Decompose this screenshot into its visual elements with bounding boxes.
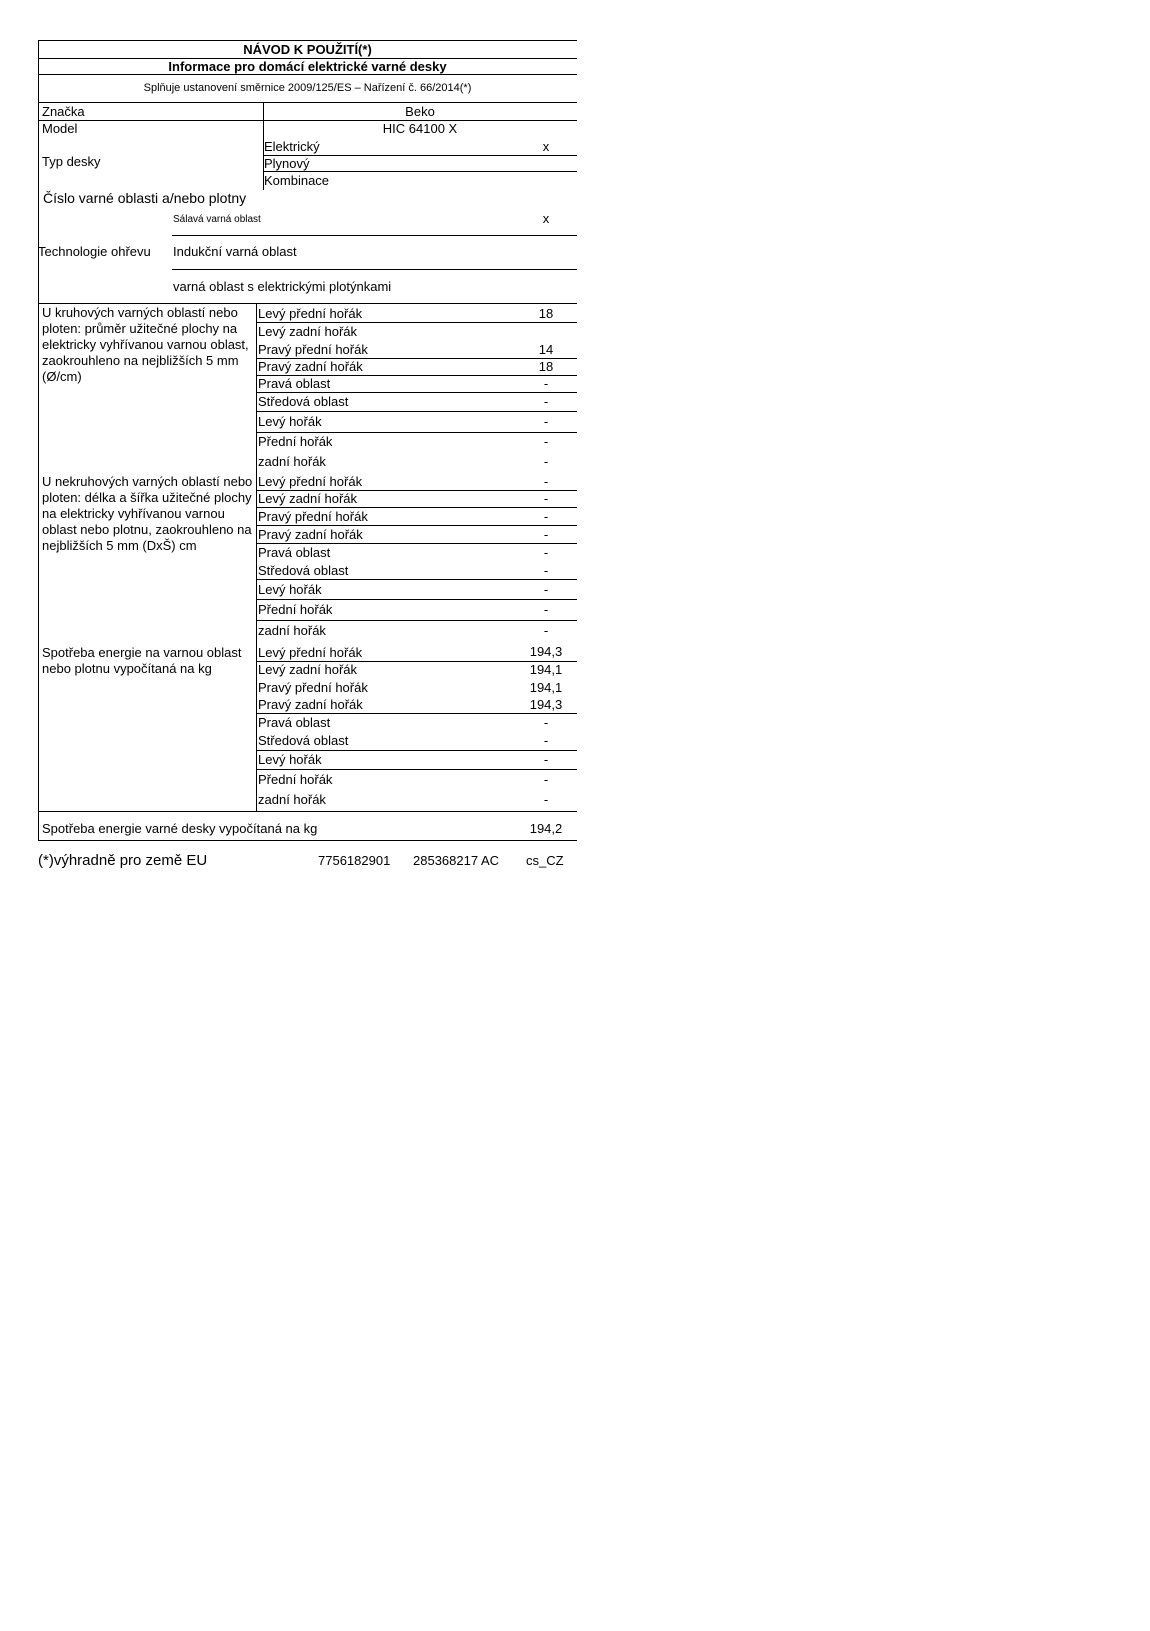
measurement-row-label: Levý přední hořák (258, 474, 363, 489)
technology-radiant-label: Sálavá varná oblast (173, 214, 261, 225)
row-rule (256, 525, 577, 526)
measurement-row-value: - (543, 434, 549, 449)
technology-rule (172, 235, 577, 236)
measurements-top-rule (38, 303, 577, 304)
row-rule (256, 750, 577, 751)
measurement-row-value: - (543, 715, 549, 730)
model-value: HIC 64100 X (382, 121, 458, 136)
measurement-row-label: Středová oblast (258, 563, 349, 578)
row-rule (256, 769, 577, 770)
top-rule (38, 40, 577, 41)
compliance-rule (38, 102, 577, 103)
measurement-row-value: 194,1 (529, 680, 563, 695)
footer-code-2: 285368217 AC (413, 853, 500, 868)
measurement-row-value: - (543, 491, 549, 506)
technology-label: Technologie ohřevu (38, 244, 151, 259)
circular-section-label: U kruhových varných oblastí nebo ploten: průměr užitečné plochy na elektricky vyhřívanou varnou oblast, zaokrouhleno na nejbližších 5 mm (Ø/cm) (42, 305, 249, 384)
doc-subtitle: Informace pro domácí elektrické varné desky (168, 59, 447, 74)
row-rule (256, 507, 577, 508)
footer-code-1: 7756182901 (318, 853, 391, 868)
row-rule (256, 411, 577, 412)
footer-note: (*)výhradně pro země EU (38, 852, 208, 869)
measurement-row-label: zadní hořák (258, 623, 326, 638)
measurements-divider (256, 303, 257, 811)
measurement-row-label: Levý hořák (258, 414, 322, 429)
measurement-row-label: Pravý zadní hořák (258, 359, 363, 374)
total-bottom-rule (38, 840, 577, 841)
row-rule (256, 543, 577, 544)
row-rule (256, 432, 577, 433)
hob-type-electric-mark: x (542, 139, 550, 154)
measurement-row-value: 194,3 (529, 644, 563, 659)
measurement-row-value: - (543, 376, 549, 391)
brand-value: Beko (405, 104, 435, 119)
total-label: Spotřeba energie varné desky vypočítaná na kg (42, 821, 318, 836)
measurement-row-value: - (543, 792, 549, 807)
hob-type-electric-label: Elektrický (264, 139, 320, 154)
measurement-row-value: - (543, 582, 549, 597)
measurement-row-label: Pravý přední hořák (258, 680, 368, 695)
hob-type-combined-label: Kombinace (264, 173, 330, 188)
measurement-row-label: Levý zadní hořák (258, 324, 358, 339)
technology-induction-label: Indukční varná oblast (173, 244, 297, 259)
total-value: 194,2 (529, 821, 563, 836)
compliance-text: Splňuje ustanovení směrnice 2009/125/ES – Nařízení č. 66/2014(*) (143, 82, 472, 94)
measurement-row-label: Středová oblast (258, 394, 349, 409)
measurement-row-value: - (543, 563, 549, 578)
hob-type-rule (263, 155, 577, 156)
measurement-row-label: Středová oblast (258, 733, 349, 748)
left-border (38, 40, 39, 840)
measurement-row-value: - (543, 527, 549, 542)
measurement-row-label: Levý přední hořák (258, 306, 363, 321)
measurement-row-value: 14 (538, 342, 554, 357)
measurement-row-label: Levý zadní hořák (258, 491, 358, 506)
measurement-row-label: Pravý zadní hořák (258, 697, 363, 712)
hob-type-rule (263, 171, 577, 172)
measurement-row-value: - (543, 414, 549, 429)
measurement-row-value: 18 (538, 359, 554, 374)
energy-zone-section-label: Spotřeba energie na varnou oblast nebo plotnu vypočítaná na kg (42, 645, 242, 676)
measurement-row-value: - (543, 752, 549, 767)
footer-locale: cs_CZ (526, 853, 564, 868)
model-label: Model (42, 121, 78, 136)
technology-rule (172, 269, 577, 270)
measurement-row-label: Pravý přední hořák (258, 509, 368, 524)
measurement-row-label: Přední hořák (258, 434, 333, 449)
measurement-row-label: Pravá oblast (258, 715, 331, 730)
measurement-row-value: - (543, 772, 549, 787)
technology-radiant-mark: x (542, 211, 550, 226)
measurement-row-label: zadní hořák (258, 454, 326, 469)
noncircular-section-label: U nekruhových varných oblastí nebo ploten: délka a šířka užitečné plochy na elektricky vyhřívanou varnou oblast nebo plotnu, zaokrouhleno na nejbližších 5 mm (DxŠ) cm (42, 474, 253, 553)
measurement-row-label: zadní hořák (258, 792, 326, 807)
measurement-row-value: - (543, 623, 549, 638)
brand-label: Značka (42, 104, 85, 119)
measurement-row-label: Pravý přední hořák (258, 342, 368, 357)
measurement-row-value: 18 (538, 306, 554, 321)
measurement-row-label: Přední hořák (258, 602, 333, 617)
row-rule (256, 620, 577, 621)
measurement-row-label: Levý zadní hořák (258, 662, 358, 677)
measurement-row-label: Levý hořák (258, 752, 322, 767)
measurement-row-value: - (543, 394, 549, 409)
row-rule (256, 599, 577, 600)
measurement-row-label: Levý hořák (258, 582, 322, 597)
measurement-row-value: - (543, 474, 549, 489)
measurement-row-value: - (543, 545, 549, 560)
measurement-row-value: 194,1 (529, 662, 563, 677)
row-rule (256, 322, 577, 323)
measurement-row-label: Levý přední hořák (258, 645, 363, 660)
measurement-row-value: - (543, 454, 549, 469)
technology-plate-label: varná oblast s elektrickými plotýnkami (173, 279, 392, 294)
measurement-row-value: 194,3 (529, 697, 563, 712)
measurement-row-label: Pravá oblast (258, 545, 331, 560)
measurement-row-label: Pravá oblast (258, 376, 331, 391)
subtitle-rule (38, 74, 577, 75)
doc-title: NÁVOD K POUŽITÍ(*) (243, 42, 372, 57)
measurement-row-label: Pravý zadní hořák (258, 527, 363, 542)
hob-type-gas-label: Plynový (264, 156, 310, 171)
measurement-row-value: - (543, 509, 549, 524)
measurement-row-label: Přední hořák (258, 772, 333, 787)
zones-label: Číslo varné oblasti a/nebo plotny (43, 190, 247, 206)
measurement-row-value: - (543, 602, 549, 617)
measurement-row-value: - (543, 733, 549, 748)
row-rule (256, 713, 577, 714)
total-top-rule (38, 811, 577, 812)
hob-type-label: Typ desky (42, 154, 101, 169)
row-rule (256, 579, 577, 580)
row-rule (256, 392, 577, 393)
